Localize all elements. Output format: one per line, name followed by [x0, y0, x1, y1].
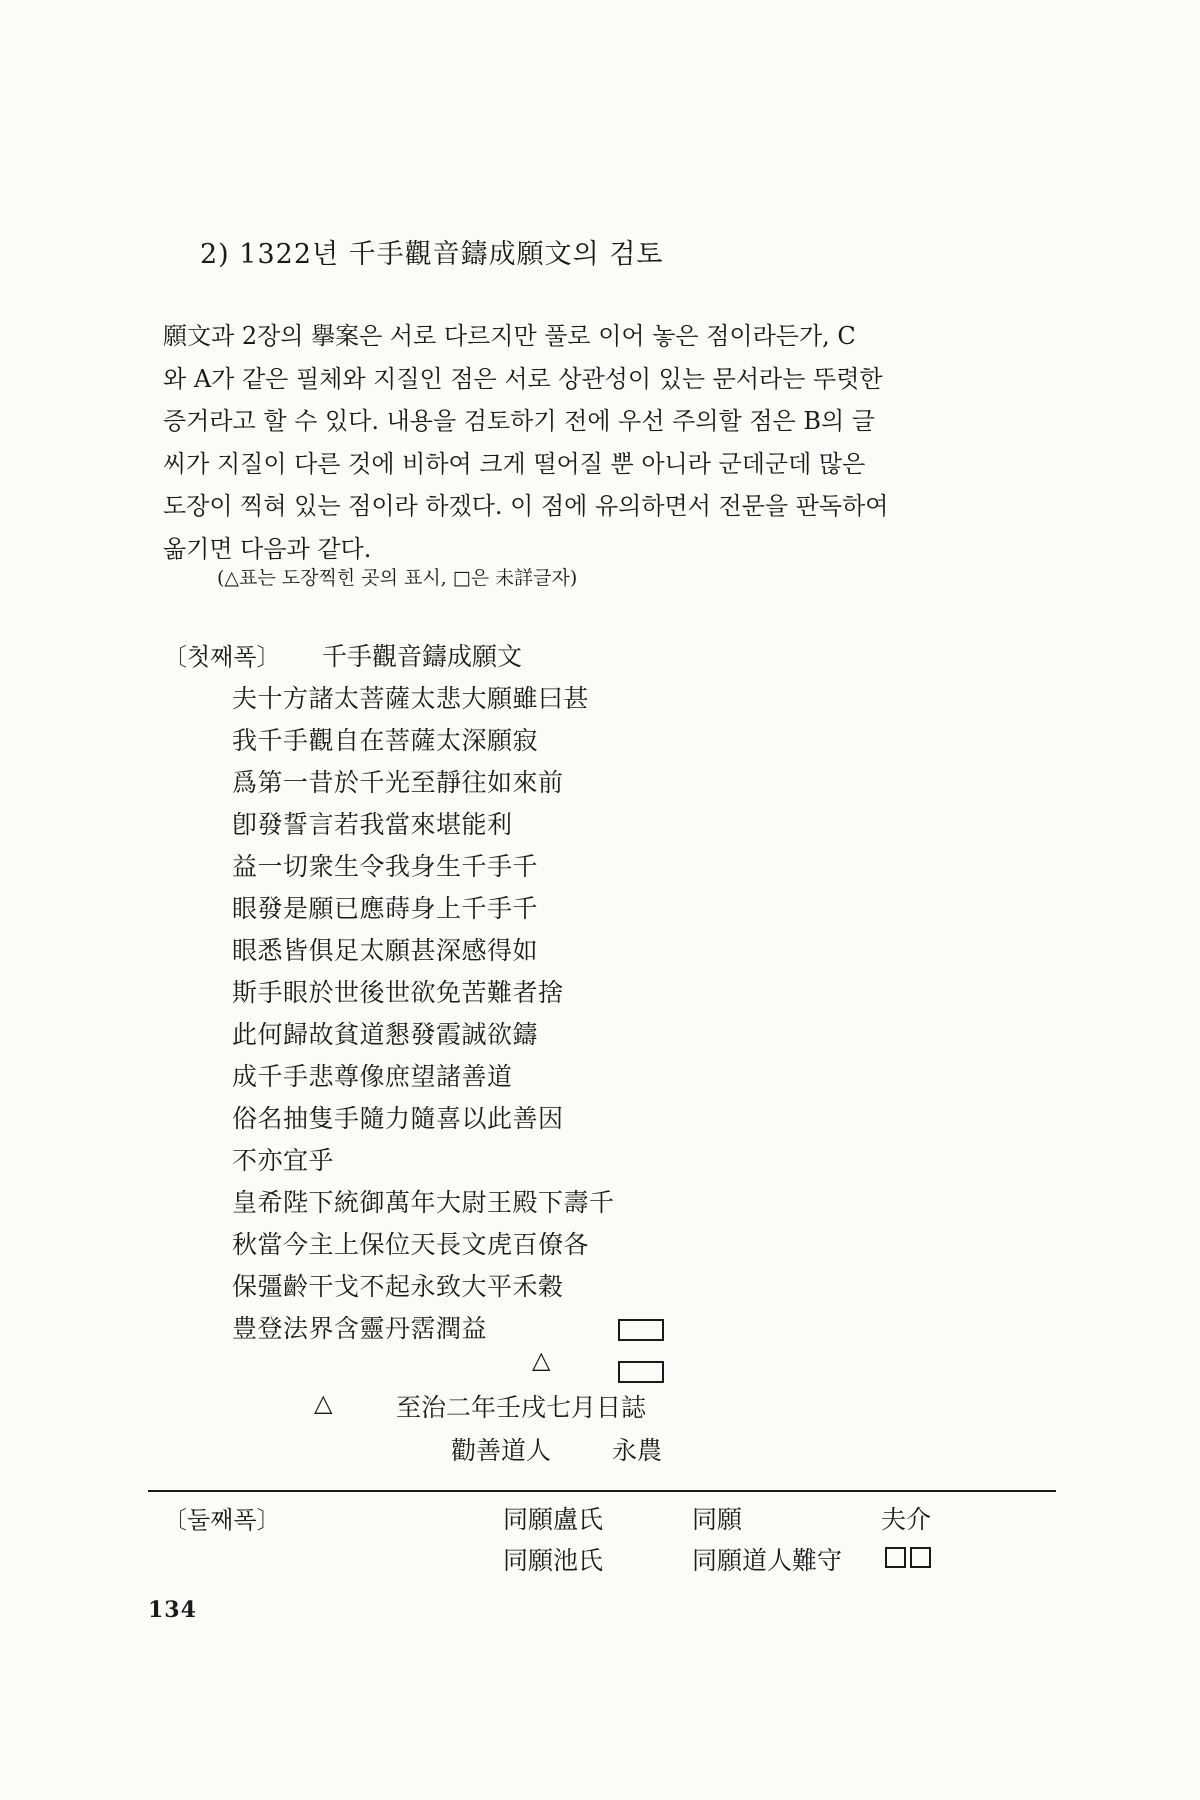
body-paragraph	[163, 315, 1063, 570]
donor-name: 同願道人難守	[692, 1546, 843, 1575]
paragraph-line: 와 A가 같은 필체와 지질인 점은 서로 상관성이 있는 문서라는 뚜렷한	[163, 364, 883, 393]
vow-line: 秋當今主上保位天長文虎百僚各	[232, 1230, 590, 1259]
seal-mark-triangle: △	[314, 1389, 333, 1417]
vow-line: 斯手眼於世後世欲免苦難者捨	[232, 978, 564, 1007]
colophon-date: 至治二年壬戌七月日誌	[396, 1393, 647, 1422]
second-section-label: 〔둘째폭〕	[163, 1506, 281, 1534]
unknown-char-box	[618, 1361, 664, 1383]
vow-line: 我千手觀自在菩薩太深願寂	[232, 726, 539, 755]
vow-line: 夫十方諸太菩薩太悲大願雖曰甚	[232, 684, 590, 713]
donor-name: 夫介	[881, 1505, 932, 1534]
first-section-title: 千手觀音鑄成願文	[322, 642, 523, 671]
vow-line: 不亦宜乎	[232, 1146, 335, 1175]
donor-name: 同願池氏	[503, 1546, 604, 1575]
unknown-char-box	[885, 1547, 906, 1568]
vow-line: 眼發是願已應蒔身上千手千	[232, 894, 539, 923]
vow-line: 皇希陛下統御萬年大尉王殿下壽千	[232, 1188, 615, 1217]
vow-line: 眼悉皆俱足太願甚深感得如	[232, 936, 539, 965]
page-number: 134	[148, 1597, 197, 1623]
unknown-char-boxes	[885, 1547, 931, 1568]
signer-name: 永農	[612, 1436, 663, 1465]
vow-line: 俗名抽隻手隨力隨喜以此善因	[232, 1104, 564, 1133]
donor-name: 同願盧氏	[503, 1505, 604, 1534]
vow-line: 保彊齡干戈不起永致大平禾穀	[232, 1272, 564, 1301]
unknown-char-box	[910, 1547, 931, 1568]
paragraph-line: 씨가 지질이 다른 것에 비하여 크게 떨어질 뿐 아니라 군데군데 많은	[163, 449, 866, 478]
donor-name: 同願	[692, 1505, 743, 1534]
paragraph-line: 증거라고 할 수 있다. 내용을 검토하기 전에 우선 주의할 점은 B의 글	[163, 407, 875, 435]
section-divider	[148, 1490, 1056, 1492]
unknown-char-box	[618, 1319, 664, 1341]
vow-line: 成千手悲尊像庶望諸善道	[232, 1062, 513, 1091]
paragraph-line: 도장이 찍혀 있는 점이라 하겠다. 이 점에 유의하면서 전문을 판독하여	[163, 492, 889, 520]
seal-mark-triangle: △	[532, 1346, 551, 1374]
signer-role: 勸善道人	[451, 1436, 552, 1465]
paragraph-line: 願文과 2장의 擧案은 서로 다르지만 풀로 이어 놓은 점이라든가, C	[163, 322, 856, 350]
vow-line: 益一切衆生令我身生千手千	[232, 852, 539, 881]
vow-line: 爲第一昔於千光至靜往如來前	[232, 768, 564, 797]
vow-line: 卽發誓言若我當來堪能利	[232, 810, 513, 839]
vow-text-block	[232, 678, 615, 1350]
vow-line: 此何歸故貧道懇發霞誠欲鑄	[232, 1020, 539, 1049]
vow-line: 豊登法界含靈丹霑潤益	[232, 1314, 488, 1343]
section-heading: 2) 1322년 千手觀音鑄成願文의 검토	[200, 239, 664, 270]
legend-note: (△표는 도장찍힌 곳의 표시, □은 未詳글자)	[217, 567, 578, 589]
first-section-label: 〔첫째폭〕	[163, 643, 281, 671]
paragraph-line: 옮기면 다음과 같다.	[163, 534, 372, 563]
